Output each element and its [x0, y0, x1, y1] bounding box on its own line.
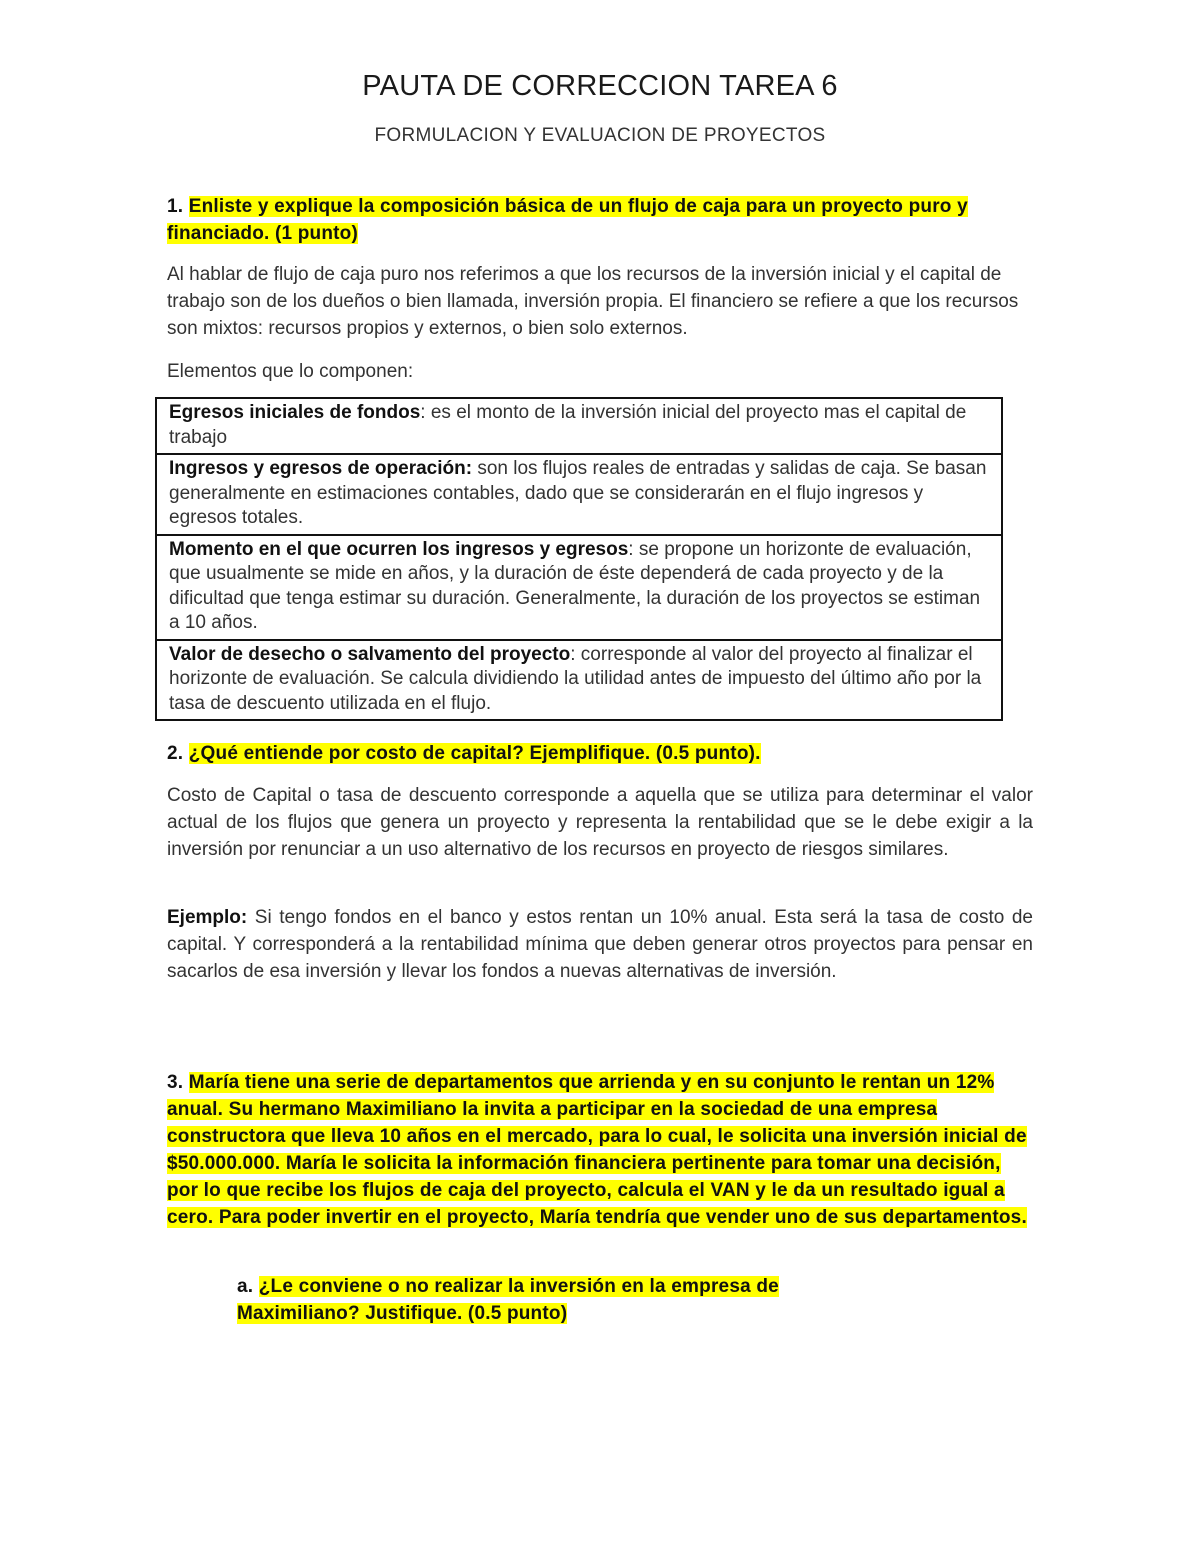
element-term: Ingresos y egresos de operación:: [169, 458, 473, 479]
question-3a: [237, 1273, 877, 1327]
question-2-answer: Costo de Capital o tasa de descuento corresponde a aquella que se utiliza para determinar el valor actual de los flujos que genera un proyecto y representa la rentabilidad que se le debe exigir a la inversión por renunciar a un uso alternativo de los recursos en proyecto de riesgos similares.: [167, 785, 1033, 860]
element-desc: : se propone un horizonte de evaluación, que usualmente se mide en años, y la duración de éste dependerá de cada proyecto y de la dificultad que tenga estimar su duración. Generalmente, la duración de los proyectos se estiman a 10 años.: [169, 538, 981, 633]
table-cell: [156, 454, 1002, 535]
example-label: Ejemplo:: [167, 907, 248, 928]
table-row: [156, 454, 1002, 535]
question-1-answer: Al hablar de flujo de caja puro nos referimos a que los recursos de la inversión inicial y el capital de trabajo son de los dueños o bien llamada, inversión propia. El financiero se refiere a que los recursos son mixtos: recursos propios y externos, o bien solo externos.: [167, 264, 1019, 339]
example-text: Si tengo fondos en el banco y estos rentan un 10% anual. Esta será la tasa de costo de capital. Y corresponderá a la rentabilidad mínima que deben generar otros proyectos para pensar en sacarlos de esa inversión y llevar los fondos a nuevas alternativas de inversión.: [167, 907, 1033, 982]
element-desc: son los flujos reales de entradas y salidas de caja. Se basan generalmente en estimaciones contables, dado que se considerarán en el flujo ingresos y egresos totales.: [169, 458, 987, 528]
question-3-text: María tiene una serie de departamentos que arrienda y en su conjunto le rentan un 12% anual. Su hermano Maximiliano la invita a participar en la sociedad de una empresa constructora que lleva 10 años en el mercado, para lo cual, le solicita una inversión inicial de $50.000.000. María le solicita la información financiera pertinente para tomar una decisión, por lo que recibe los flujos de caja del proyecto, calcula el VAN y le da un resultado igual a cero. Para poder invertir en el proyecto, María tendría que vender uno de sus departamentos.: [167, 1072, 1027, 1228]
question-1-number: 1.: [167, 196, 184, 217]
element-desc: : es el monto de la inversión inicial del proyecto mas el capital de trabajo: [169, 402, 967, 448]
table-row: [156, 398, 1002, 454]
document-subtitle: FORMULACION Y EVALUACION DE PROYECTOS: [374, 125, 826, 146]
question-2: [167, 740, 1037, 767]
table-row: [156, 535, 1002, 640]
table-cell: [156, 535, 1002, 640]
question-3a-label: a.: [237, 1276, 254, 1297]
elements-intro: Elementos que lo componen:: [167, 361, 414, 382]
element-term: Valor de desecho o salvamento del proyecto: [169, 643, 571, 665]
table-row: [156, 640, 1002, 721]
table-cell: [156, 640, 1002, 721]
element-desc: : corresponde al valor del proyecto al finalizar el horizonte de evaluación. Se calcula dividiendo la utilidad antes de impuesto del último año por la tasa de descuento utilizada en el flujo.: [169, 643, 982, 714]
question-2-number: 2.: [167, 743, 184, 764]
element-term: Egresos iniciales de fondos: [169, 402, 421, 423]
question-3a-text: ¿Le conviene o no realizar la inversión en la empresa de Maximiliano? Justifique. (0.5 punto): [237, 1276, 779, 1324]
elements-table: [155, 397, 1003, 721]
document-title: PAUTA DE CORRECCION TAREA 6: [362, 70, 838, 102]
question-1: [167, 193, 997, 247]
question-2-example: [167, 904, 1033, 985]
element-term: Momento en el que ocurren los ingresos y egresos: [169, 538, 629, 560]
question-1-text: Enliste y explique la composición básica de un flujo de caja para un proyecto puro y financiado. (1 punto): [167, 196, 968, 244]
question-2-text: ¿Qué entiende por costo de capital? Ejemplifique. (0.5 punto).: [188, 743, 761, 764]
question-3-number: 3.: [167, 1072, 184, 1093]
table-cell: [156, 398, 1002, 454]
question-3: [167, 1069, 1027, 1231]
